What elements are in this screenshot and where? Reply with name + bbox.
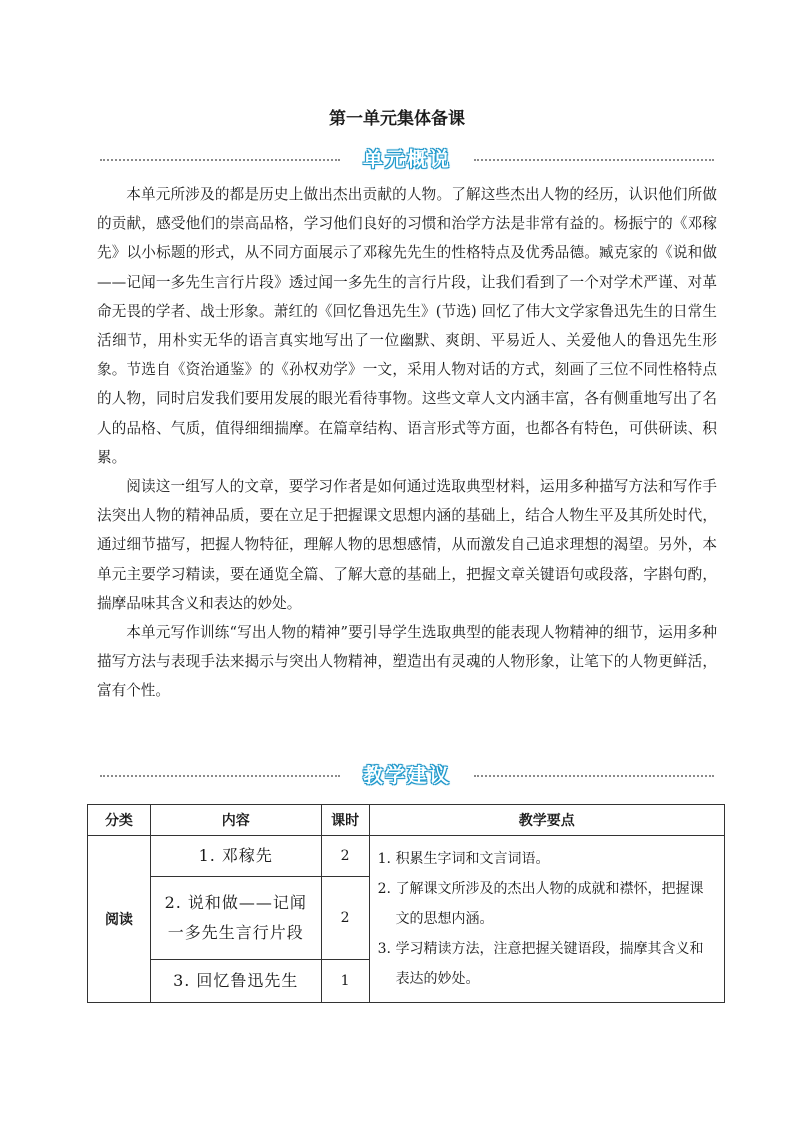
list-item: 3. 学习精读方法，注意把握关键语段，揣摩其含义和表达的妙处。: [377, 941, 704, 987]
header-hours: 课时: [321, 805, 369, 836]
header-category: 分类: [88, 805, 151, 836]
dotted-divider-right: [474, 159, 714, 161]
unit-overview-text: [97, 180, 717, 706]
lesson-title: 2. 说和做——记闻一多先生言行片段: [150, 877, 321, 960]
lesson-title: 3. 回忆鲁迅先生: [150, 960, 321, 1003]
lesson-hours: 1: [321, 960, 369, 1003]
dotted-divider-left: [100, 775, 340, 777]
lesson-title: 1. 邓稼先: [150, 836, 321, 877]
list-item: 2. 了解课文所涉及的杰出人物的成就和襟怀，把握课文的思想内涵。: [377, 881, 704, 927]
lesson-hours: 2: [321, 877, 369, 960]
list-item: 1. 积累生字词和文言词语。: [377, 851, 550, 867]
section-header-overview: [100, 144, 714, 174]
header-content: 内容: [150, 805, 321, 836]
page-title: 第一单元集体备课: [329, 109, 465, 129]
table-row: [88, 836, 725, 877]
lesson-hours: 2: [321, 836, 369, 877]
table-header-row: [88, 805, 725, 836]
paragraph-reading-guidance: 阅读这一组写人的文章，要学习作者是如何通过选取典型材料，运用多种描写方法和写作手法突出人物的精神品质，要在立足于把握课文思想内涵的基础上，结合人物生平及其所处时代，通过细节描写，把握人物特征，理解人物的思想感情，从而激发自己追求理想的渴望。另外，本单元主要学习精读，要在通览全篇、了解大意的基础上，把握文章关键语句或段落，字斟句酌，揣摩品味其含义和表达的妙处。: [97, 478, 717, 612]
dotted-divider-right: [474, 775, 714, 777]
section-badge: 单元概说: [363, 147, 451, 171]
teaching-plan-table: [87, 804, 725, 1003]
section-badge: 教学建议: [363, 763, 451, 787]
key-points-list: [378, 844, 714, 994]
header-key-points: 教学要点: [369, 805, 724, 836]
section-header-suggestions: [100, 760, 714, 790]
category-cell: 阅读: [88, 836, 151, 1003]
key-points-cell: [369, 836, 724, 1003]
dotted-divider-left: [100, 159, 340, 161]
paragraph-intro: 本单元所涉及的都是历史上做出杰出贡献的人物。了解这些杰出人物的经历，认识他们所做的贡献，感受他们的崇高品格，学习他们良好的习惯和治学方法是非常有益的。杨振宁的《邓稼先》以小标题的形式，从不同方面展示了邓稼先先生的性格特点及优秀品德。臧克家的《说和做——记闻一多先生言行片段》透过闻一多先生的言行片段，让我们看到了一个对学术严谨、对革命无畏的学者、战士形象。萧红的《回忆鲁迅先生》(节选) 回忆了伟大文学家鲁迅先生的日常生活细节，用朴实无华的语言真实地写出了一位幽默、爽朗、平易近人、关爱他人的鲁迅先生形象。节选自《资治通鉴》的《孙权劝学》一文，采用人物对话的方式，刻画了三位不同性格特点的人物，同时启发我们要用发展的眼光看待事物。这些文章人文内涵丰富，各有侧重地写出了名人的品格、气质，值得细细揣摩。在篇章结构、语言形式等方面，也都各有特色，可供研读、积累。: [97, 186, 717, 466]
paragraph-writing-guidance: 本单元写作训练“写出人物的精神”要引导学生选取典型的能表现人物精神的细节，运用多种描写方法与表现手法来揭示与突出人物精神，塑造出有灵魂的人物形象，让笔下的人物更鲜活，富有个性。: [97, 624, 717, 700]
